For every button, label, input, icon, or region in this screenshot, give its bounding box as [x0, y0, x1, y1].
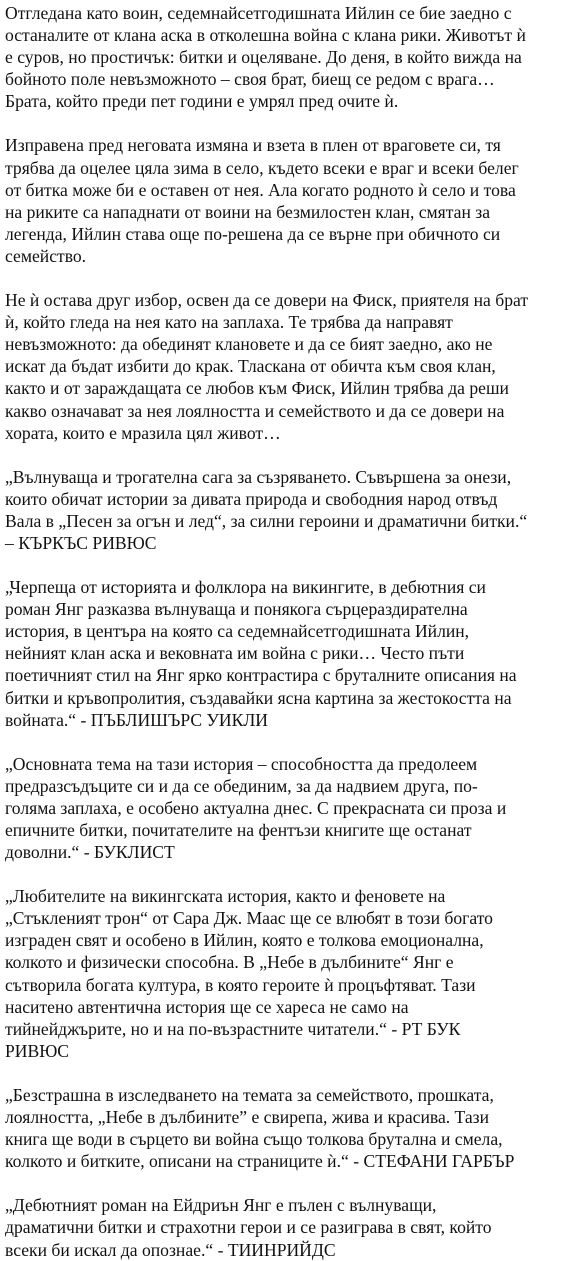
- text-line: предразсъдъците си и да се обединим, за да надвием друга, по-: [5, 775, 478, 796]
- text-line: книга ще води в сърцето ви война също толкова брутална и смела,: [5, 1129, 503, 1150]
- text-line: „Безстрашна в изследването на темата за семейството, прошката,: [5, 1084, 494, 1105]
- text-line: „Черпеща от историята и фолклора на викингите, в дебютния си: [5, 577, 486, 598]
- text-line: „Любителите на викингската история, както и феновете на: [5, 886, 446, 907]
- text-line: „Вълнуваща и трогателна сага за съзряването. Съвършена за онези,: [5, 466, 512, 487]
- text-line: Брата, който преди пет години е умрял пред очите ѝ.: [5, 91, 399, 112]
- synopsis-paragraph-2: [5, 134, 574, 267]
- text-line: които обичат истории за дивата природа и свободния народ отвъд: [5, 488, 498, 509]
- text-line: както и от зараждащата се любов към Фиск, Ийлин трябва да реши: [5, 378, 509, 399]
- text-line: Изправена пред неговата измяна и взета в плен от враговете си, тя: [5, 135, 501, 156]
- text-line: Отгледана като воин, седемнайсетгодишната Ийлин се бие заедно с: [5, 3, 512, 23]
- review-quote-stephanie-garber: [5, 1084, 574, 1172]
- text-line: е суров, но простичък: битки и оцеляване. До деня, в който вижда на: [5, 47, 522, 68]
- text-line: роман Янг разказва вълнуваща и понякога сърцераздирателна: [5, 599, 468, 620]
- review-quote-kirkus: [5, 466, 574, 554]
- text-line: ѝ, който гледа на нея като на заплаха. Те трябва да направят: [5, 312, 453, 333]
- text-line: хората, които е мразила цял живот…: [5, 422, 281, 443]
- text-line: какво означават за нея лоялността и семейството и да се довери на: [5, 400, 505, 421]
- text-line: невъзможното: да обединят клановете и да се бият заедно, ако не: [5, 334, 493, 355]
- text-line: доволни.“ - БУКЛИСТ: [5, 842, 175, 863]
- text-line: лоялността, „Небе в дълбините” е свирепа, жива и красива. Тази: [5, 1107, 490, 1128]
- text-line: семейство.: [5, 245, 87, 266]
- text-line: Вала в „Песен за огън и лед“, за силни героини и драматични битки.“: [5, 510, 528, 531]
- review-quote-teenreads: [5, 1194, 574, 1260]
- text-line: тийнейджърите, но и на по-възрастните читатели.“ - РТ БУК: [5, 1018, 461, 1039]
- text-line: всеки би искал да опознае.“ - ТИИНРИЙДС: [5, 1239, 336, 1260]
- text-line: поетичният стил на Янг ярко контрастира с бруталните описания на: [5, 665, 517, 686]
- text-line: колкото и битките, описани на страниците ѝ.“ - СТЕФАНИ ГАРБЪР: [5, 1151, 515, 1172]
- synopsis-paragraph-3: [5, 289, 574, 444]
- text-line: изграден свят и особено в Ийлин, която е толкова емоционална,: [5, 930, 484, 951]
- text-line: битки и кръвопролития, създавайки ясна картина за жестокостта на: [5, 687, 512, 708]
- text-line: войната.“ - ПЪБЛИШЪРС УИКЛИ: [5, 709, 269, 730]
- review-quote-publishers-weekly: [5, 576, 574, 731]
- review-quote-booklist: [5, 753, 574, 863]
- text-line: на риките са нападнати от воини на безмилостен клан, смятан за: [5, 201, 491, 222]
- text-line: история, в центъра на която са седемнайсетгодишната Ийлин,: [5, 621, 470, 642]
- text-line: Не ѝ остава друг избор, освен да се довери на Фиск, приятеля на брат: [5, 290, 529, 311]
- text-line: наситено автентична история ще се хареса не само на: [5, 996, 409, 1017]
- text-line: колкото и физически способна. В „Небе в дълбините“ Янг е: [5, 952, 454, 973]
- text-line: голяма заплаха, е особено актуална днес. С прекрасната си проза и: [5, 797, 507, 818]
- text-line: „Основната тема на тази история – способността да предолеем: [5, 753, 478, 774]
- text-line: драматични битки и страхотни герои и се разиграва в свят, който: [5, 1217, 492, 1238]
- text-line: „Дебютният роман на Ейдриън Янг е пълен с вълнуващи,: [5, 1195, 437, 1216]
- text-line: – КЪРКЪС РИВЮС: [5, 532, 157, 553]
- text-line: РИВЮС: [5, 1040, 70, 1061]
- text-line: останалите от клана аска в отколешна война с клана рики. Животът ѝ: [5, 25, 526, 46]
- text-line: сътворила богата култура, в която героите ѝ процъфтяват. Тази: [5, 974, 476, 995]
- synopsis-paragraph-1: [5, 2, 574, 112]
- text-line: искат да бъдат избити до крак. Тласкана от обичта към своя клан,: [5, 356, 496, 377]
- review-quote-rt-book-reviews: [5, 885, 574, 1062]
- text-line: епичните битки, почитателите на фентъзи книгите ще останат: [5, 820, 472, 840]
- text-line: легенда, Ийлин става още по-решена да се върне при обичното си: [5, 223, 501, 244]
- text-line: трябва да оцелее цяла зима в село, където всеки е враг и всеки белег: [5, 157, 519, 178]
- text-line: бойното поле невъзможното – своя брат, биещ се редом с врага…: [5, 69, 495, 90]
- text-line: „Стъкленият трон“ от Сара Дж. Маас ще се влюбят в този богато: [5, 908, 493, 929]
- text-line: нейният клан аска и вековната им война с рики… Често пъти: [5, 643, 465, 664]
- text-line: от битка може би е оставен от нея. Ала когато родното ѝ село и това: [5, 179, 516, 200]
